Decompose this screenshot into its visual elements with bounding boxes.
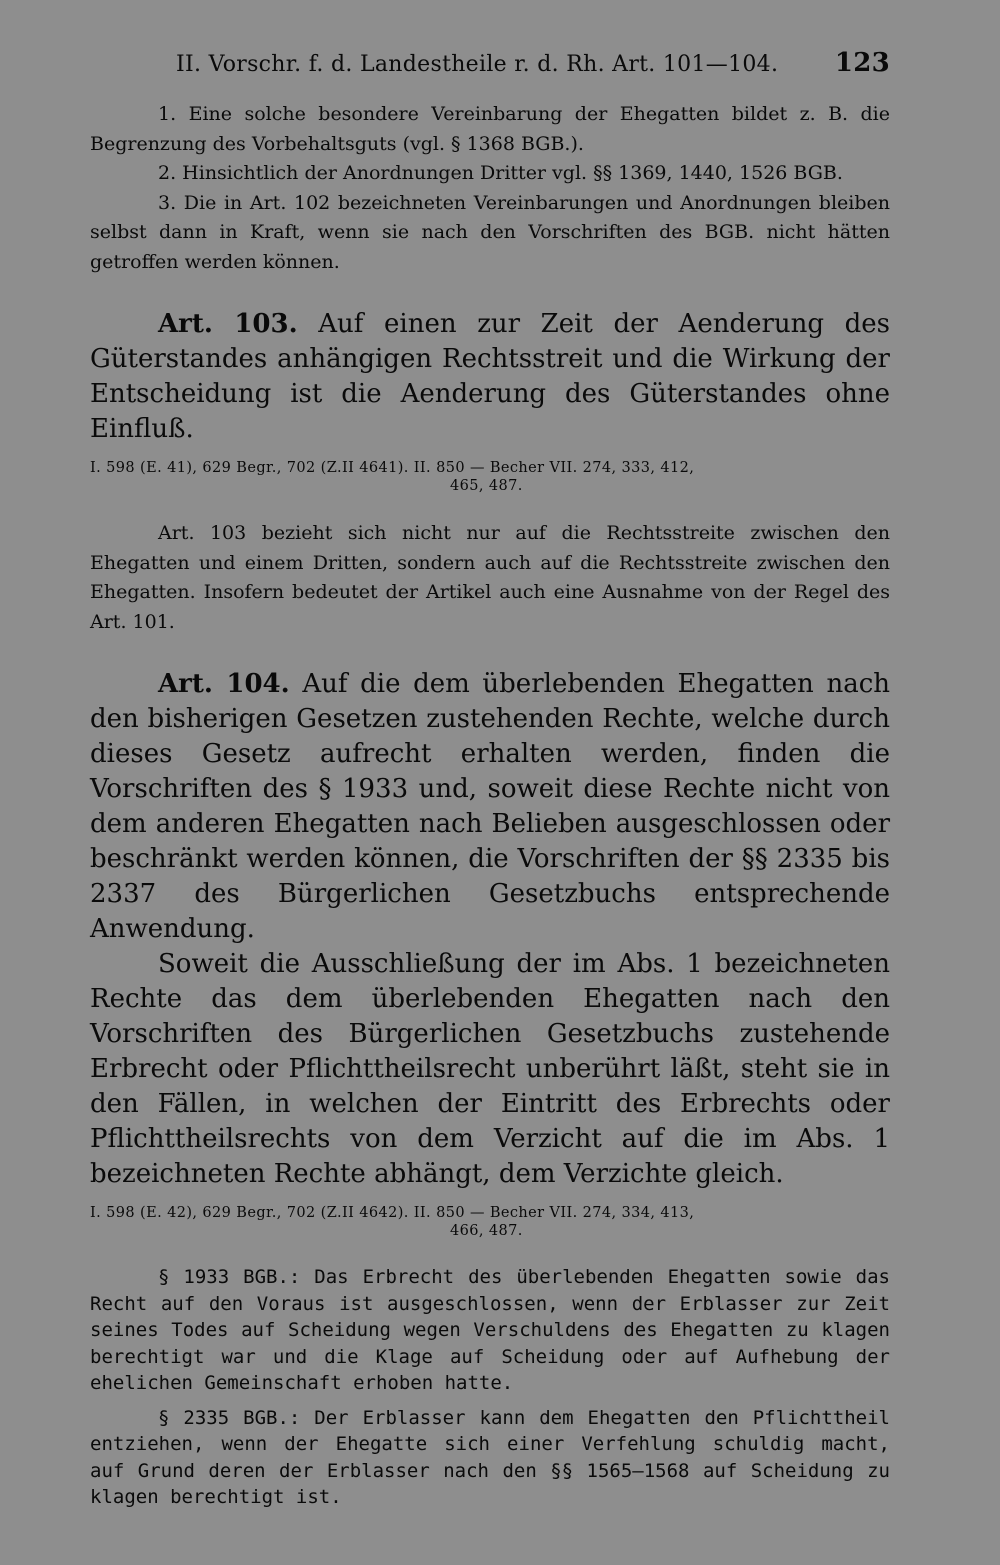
running-header [90,48,890,78]
article-103-text: Auf einen zur Zeit der Aenderung des Güterstandes anhängigen Rechtsstreit und die Wirkung der Entscheidung ist die Aenderung des Güterstandes ohne Einfluß. [90,309,891,444]
page-number: 123 [834,48,890,78]
article-103-comment: Art. 103 bezieht sich nicht nur auf die Rechtsstreite zwischen den Ehegatten und einem Dritten, sondern auch auf die Rechtsstreite zwischen den Ehegatten. Insofern bedeutet der Artikel auch eine Ausnahme von der Regel des Art. 101. [90,522,890,633]
article-104-refs-continued: 466, 487. [450,1223,523,1239]
note-3: 3. Die in Art. 102 bezeichneten Vereinbarungen und Anordnungen bleiben selbst dann in Kraft, wenn sie nach den Vorschriften des BGB. nicht hätten getroffen werden können. [90,191,890,273]
article-103-comment-block [90,519,890,637]
bgb-quote-1933: § 1933 BGB.: Das Erbrecht des überlebenden Ehegatten sowie das Recht auf den Voraus ist ausgeschlossen, wenn der Erblasser zur Zeit seines Todes auf Scheidung wegen Verschuldens des Ehegatten zu klagen berechtigt war und die Klage auf Scheidung oder auf Aufhebung der ehelichen Gemeinschaft erhoben hatte. [90,1266,890,1394]
book-page [90,48,890,1511]
article-103-refs-continued: 465, 487. [450,478,523,494]
running-title: II. Vorschr. f. d. Landestheile r. d. Rh. Art. 101—104. [176,52,779,77]
article-104-text: Auf die dem überlebenden Ehegatten nach den bisherigen Gesetzen zustehenden Rechte, welche durch dieses Gesetz aufrecht erhalten werden, finden die Vorschriften des § 1933 und, soweit diese Rechte nicht von dem anderen Ehegatten nach Belieben ausgeschlossen oder beschränkt werden können, die Vorschriften der §§ 2335 bis 2337 des Bürgerlichen Gesetzbuchs entsprechende Anwendung. [90,669,890,944]
note-1: 1. Eine solche besondere Vereinbarung der Ehegatten bildet z. B. die Begrenzung des Vorbehaltsguts (vgl. § 1368 BGB.). [90,103,890,155]
article-103-label: Art. 103. [158,309,298,339]
bgb-quotes-block [90,1264,890,1511]
article-104-label: Art. 104. [158,669,290,699]
article-104-paragraph-2: Soweit die Ausschließung der im Abs. 1 bezeichneten Rechte das dem überlebenden Ehegatten nach den Vorschriften des Bürgerlichen Gesetzbuchs zustehende Erbrecht oder Pflichttheilsrecht unberührt läßt, steht sie in den Fällen, in welchen der Eintritt des Erbrechts oder Pflichttheilsrechts von dem Verzicht auf die im Abs. 1 bezeichneten Rechte abhängt, dem Verzichte gleich. [90,949,890,1189]
note-2: 2. Hinsichtlich der Anordnungen Dritter vgl. §§ 1369, 1440, 1526 BGB. [158,162,843,184]
article-104 [90,667,890,1192]
article-104-references [90,1204,890,1240]
article-103-refs: I. 598 (E. 41), 629 Begr., 702 (Z.II 4641). II. 850 — Becher VII. 274, 333, 412, [90,460,695,476]
article-103-references [90,459,890,495]
article-103 [90,307,890,447]
notes-block [90,100,890,277]
article-104-refs: I. 598 (E. 42), 629 Begr., 702 (Z.II 4642). II. 850 — Becher VII. 274, 334, 413, [90,1205,695,1221]
bgb-quote-2335: § 2335 BGB.: Der Erblasser kann dem Ehegatten den Pflichttheil entziehen, wenn der Ehegatte sich einer Verfehlung schuldig macht, auf Grund deren der Erblasser nach den §§ 1565—1568 auf Scheidung zu klagen berechtigt ist. [90,1406,890,1508]
